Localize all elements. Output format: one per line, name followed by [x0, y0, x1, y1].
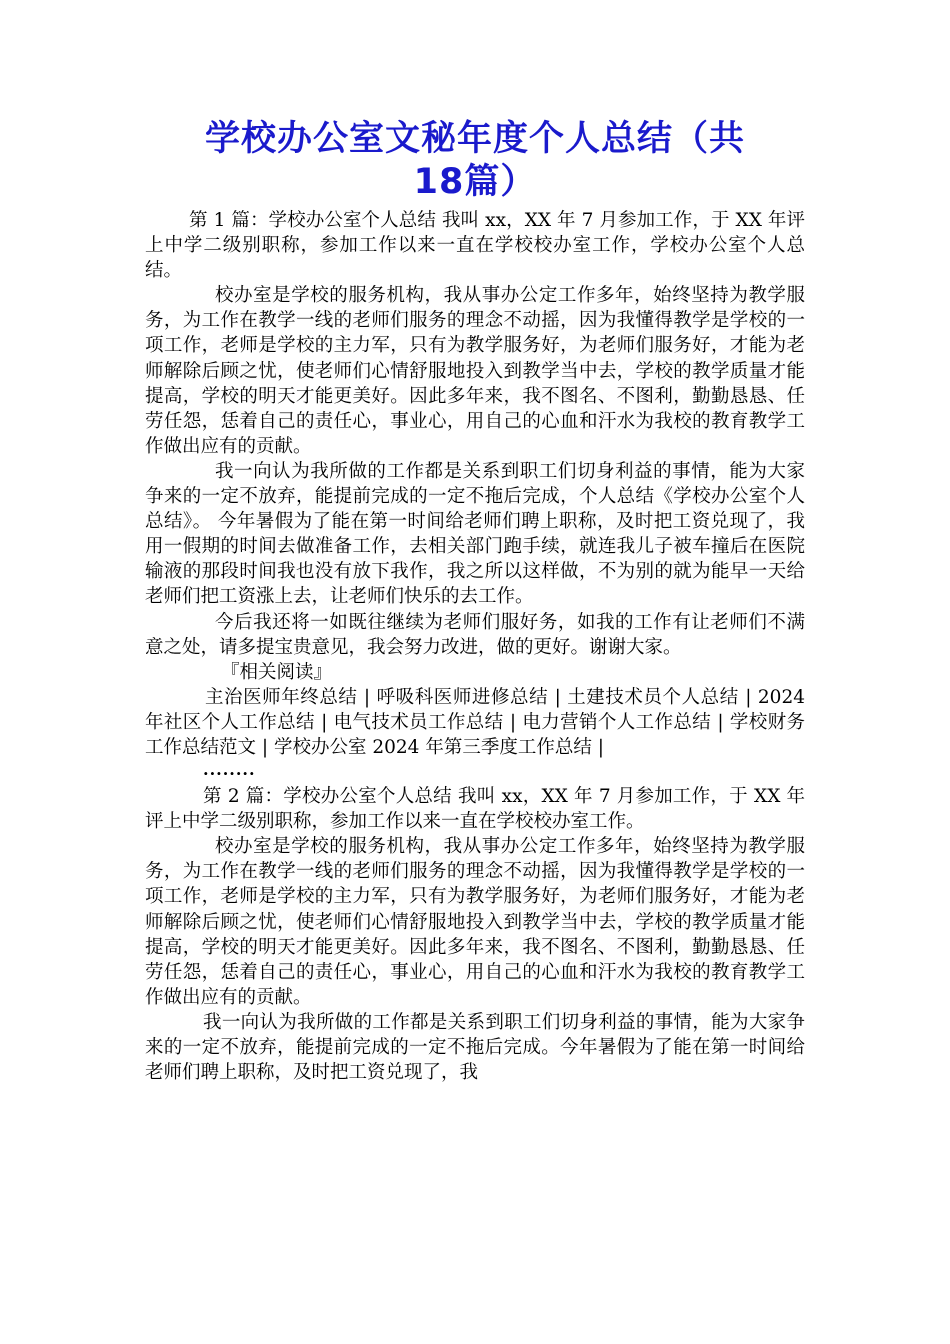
article-1-intro: 第 1 篇：学校办公室个人总结 我叫 xx，XX 年 7 月参加工作，于 XX 年评上中学二级别职称，参加工作以来一直在学校校办室工作，学校办公室个人总结。 [145, 210, 805, 282]
title-line-2: 18篇） [413, 162, 537, 202]
document-title [145, 118, 805, 204]
article-1-paragraph-2: 我一向认为我所做的工作都是关系到职工们切身利益的事情，能为大家争来的一定不放弃，能提前完成的一定不拖后完成，个人总结《学校办公室个人总结》。 今年暑假为了能在第一时间给老师们聘上职称，及时把工资兑现了，我用一假期的时间去做准备工作，去相关部门跑手续，就连我儿子被车撞后在医院输液的那段时间我也没有放下我作，我之所以这样做，不为别的就为能早一天给老师们把工资涨上去，让老师们快乐的去工作。 [145, 460, 805, 608]
article-1-paragraph-3: 今后我还将一如既往继续为老师们服好务，如我的工作有让老师们不满意之处，请多提宝贵意见，我会努力改进，做的更好。谢谢大家。 [145, 611, 805, 658]
article-2-paragraph-2: 我一向认为我所做的工作都是关系到职工们切身利益的事情，能为大家争来的一定不放弃，能提前完成的一定不拖后完成。今年暑假为了能在第一时间给老师们聘上职称，及时把工资兑现了，我 [145, 1011, 805, 1084]
article-2-paragraph-1: 校办室是学校的服务机构，我从事办公定工作多年，始终坚持为教学服务，为工作在教学一线的老师们服务的理念不动摇，因为我懂得教学是学校的一项工作，老师是学校的主力军，只有为教学服务好，为老师们服务好，才能为老师解除后顾之忧，使老师们心情舒服地投入到教学当中去，学校的教学质量才能提高，学校的明天才能更美好。因此多年来，我不图名、不图利，勤勤恳恳、任劳任怨，恁着自己的责任心，事业心，用自己的心血和汗水为我校的教育教学工作做出应有的贡献。 [145, 836, 805, 1008]
ellipsis-separator: ........ [203, 760, 256, 780]
document-page [145, 118, 805, 1085]
document-body [145, 208, 805, 1085]
article-2-intro: 第 2 篇：学校办公室个人总结 我叫 xx，XX 年 7 月参加工作，于 XX 年评上中学二级别职称，参加工作以来一直在学校校办室工作。 [145, 786, 805, 833]
related-reading-label: 『相关阅读』 [221, 661, 333, 683]
article-1-paragraph-1: 校办室是学校的服务机构，我从事办公定工作多年，始终坚持为教学服务，为工作在教学一线的老师们服务的理念不动摇，因为我懂得教学是学校的一项工作，老师是学校的主力军，只有为教学服务好，为老师们服务好，才能为老师解除后顾之忧，使老师们心情舒服地投入到教学当中去，学校的教学质量才能提高，学校的明天才能更美好。因此多年来，我不图名、不图利，勤勤恳恳、任劳任怨，恁着自己的责任心，事业心，用自己的心血和汗水为我校的教育教学工作做出应有的贡献。 [145, 285, 805, 457]
related-reading-links[interactable]: 主治医师年终总结 | 呼吸科医师进修总结 | 土建技术员个人总结 | 2024 年社区个人工作总结 | 电气技术员工作总结 | 电力营销个人工作总结 | 学校财务工作总结范文 | 学校办公室 2024 年第三季度工作总结 | [145, 686, 805, 758]
title-line-1: 学校办公室文秘年度个人总结（共 [204, 119, 745, 159]
